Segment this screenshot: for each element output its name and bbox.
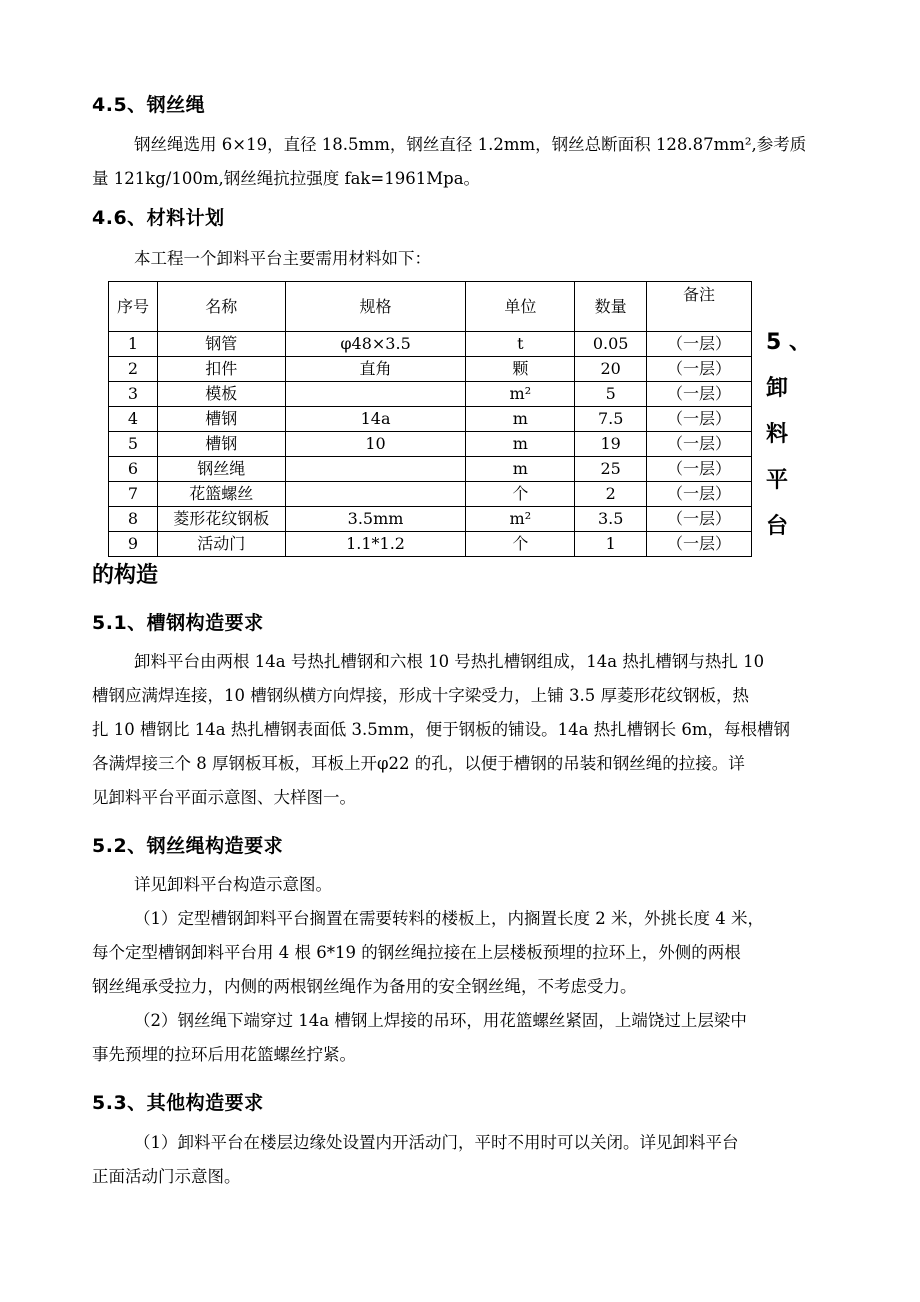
header-cell: 名称 <box>157 282 285 332</box>
table-cell: 个 <box>466 532 575 557</box>
heading-4-5: 4.5、钢丝绳 <box>92 94 206 116</box>
table-cell: 钢管 <box>157 332 285 357</box>
table-cell: 槽钢 <box>157 432 285 457</box>
table-row <box>109 532 752 557</box>
paragraph-4-6 <box>92 242 828 276</box>
table-cell: 钢丝绳 <box>157 457 285 482</box>
paragraph-line: 各满焊接三个 8 厚钢板耳板，耳板上开φ22 的孔，以便于槽钢的吊装和钢丝绳的拉接。详 <box>92 754 745 773</box>
table-cell: 花篮螺丝 <box>157 482 285 507</box>
table-cell: （一层） <box>647 357 752 382</box>
table-cell: 9 <box>109 532 158 557</box>
paragraph-line: 详见卸料平台构造示意图。 <box>134 875 332 894</box>
table-row <box>109 357 752 382</box>
table-cell: 10 <box>285 432 466 457</box>
table-row <box>109 432 752 457</box>
section-5-heading-vertical <box>766 320 826 550</box>
table-cell: 0.05 <box>575 332 647 357</box>
table-cell: m <box>466 457 575 482</box>
table-cell: 1 <box>575 532 647 557</box>
table-cell: 19 <box>575 432 647 457</box>
table-row <box>109 382 752 407</box>
paragraph-line: 扎 10 槽钢比 14a 热扎槽钢表面低 3.5mm，便于钢板的铺设。14a 热扎槽钢长 6m，每根槽钢 <box>92 720 791 739</box>
paragraph-line: 正面活动门示意图。 <box>92 1167 241 1186</box>
header-cell: 备注 <box>647 282 752 332</box>
paragraph-5-3 <box>92 1126 828 1194</box>
table-cell: φ48×3.5 <box>285 332 466 357</box>
table-cell: 扣件 <box>157 357 285 382</box>
table-cell: 2 <box>109 357 158 382</box>
table-cell: （一层） <box>647 432 752 457</box>
paragraph-line: （2）钢丝绳下端穿过 14a 槽钢上焊接的吊环，用花篮螺丝紧固，上端饶过上层梁中 <box>134 1011 747 1030</box>
section-5-heading-continued: 的构造 <box>92 563 159 588</box>
paragraph-line: 钢丝绳选用 6×19，直径 18.5mm，钢丝直径 1.2mm，钢丝总断面积 128.87mm²,参考质 <box>134 135 807 154</box>
heading-char: 卸 <box>766 376 789 401</box>
table-row <box>109 407 752 432</box>
table-cell: （一层） <box>647 532 752 557</box>
paragraph-line: （1）卸料平台在楼层边缘处设置内开活动门，平时不用时可以关闭。详见卸料平台 <box>134 1133 739 1152</box>
table-cell: （一层） <box>647 457 752 482</box>
table-cell: （一层） <box>647 482 752 507</box>
heading-4-6: 4.6、材料计划 <box>92 207 225 229</box>
table-cell: （一层） <box>647 407 752 432</box>
table-cell: 4 <box>109 407 158 432</box>
table-cell <box>285 457 466 482</box>
header-cell: 序号 <box>109 282 158 332</box>
table-row <box>109 457 752 482</box>
table-cell: 1.1*1.2 <box>285 532 466 557</box>
table-cell: t <box>466 332 575 357</box>
table-cell: 活动门 <box>157 532 285 557</box>
table-cell: 25 <box>575 457 647 482</box>
table-cell: 2 <box>575 482 647 507</box>
heading-char: 5 、 <box>766 330 811 355</box>
heading-char: 料 <box>766 422 789 447</box>
paragraph-line: 见卸料平台平面示意图、大样图一。 <box>92 788 356 807</box>
paragraph-line: 槽钢应满焊连接，10 槽钢纵横方向焊接，形成十字梁受力，上铺 3.5 厚菱形花纹钢板，热 <box>92 686 749 705</box>
paragraph-line: 本工程一个卸料平台主要需用材料如下： <box>134 249 431 268</box>
paragraph-line: 卸料平台由两根 14a 号热扎槽钢和六根 10 号热扎槽钢组成，14a 热扎槽钢与热扎 10 <box>134 652 765 671</box>
table-cell: 5 <box>575 382 647 407</box>
table-cell: 6 <box>109 457 158 482</box>
table-cell: 7 <box>109 482 158 507</box>
table-cell: 8 <box>109 507 158 532</box>
paragraph-line: （1）定型槽钢卸料平台搁置在需要转料的楼板上，内搁置长度 2 米，外挑长度 4 米， <box>134 909 764 928</box>
paragraph-5-1 <box>92 645 828 815</box>
table-cell <box>285 382 466 407</box>
heading-char: 台 <box>766 514 789 539</box>
table-cell: （一层） <box>647 382 752 407</box>
table-cell: 菱形花纹钢板 <box>157 507 285 532</box>
paragraph-line: 钢丝绳承受拉力，内侧的两根钢丝绳作为备用的安全钢丝绳，不考虑受力。 <box>92 977 637 996</box>
paragraph-4-5 <box>92 128 828 196</box>
heading-5-3: 5.3、其他构造要求 <box>92 1092 264 1114</box>
paragraph-line: 每个定型槽钢卸料平台用 4 根 6*19 的钢丝绳拉接在上层楼板预埋的拉环上，外侧的两根 <box>92 943 741 962</box>
table-row <box>109 482 752 507</box>
table-cell: （一层） <box>647 507 752 532</box>
table-header-row <box>109 282 752 332</box>
paragraph-5-2 <box>92 868 828 1072</box>
table-cell: 3 <box>109 382 158 407</box>
table-cell: m <box>466 432 575 457</box>
materials-table <box>108 281 752 557</box>
table-cell: 1 <box>109 332 158 357</box>
table-cell: 7.5 <box>575 407 647 432</box>
paragraph-line: 量 121kg/100m,钢丝绳抗拉强度 fak=1961Mpa。 <box>92 169 481 188</box>
table-cell: 模板 <box>157 382 285 407</box>
header-cell: 单位 <box>466 282 575 332</box>
table-cell: 直角 <box>285 357 466 382</box>
heading-5-1: 5.1、槽钢构造要求 <box>92 612 264 634</box>
paragraph-line: 事先预埋的拉环后用花篮螺丝拧紧。 <box>92 1045 356 1064</box>
table-cell: 颗 <box>466 357 575 382</box>
heading-char: 平 <box>766 468 789 493</box>
table-cell: 槽钢 <box>157 407 285 432</box>
table-cell: m² <box>466 507 575 532</box>
table-cell: 3.5 <box>575 507 647 532</box>
table-cell: （一层） <box>647 332 752 357</box>
table-row <box>109 507 752 532</box>
table-cell: 3.5mm <box>285 507 466 532</box>
table-cell: 5 <box>109 432 158 457</box>
table-cell: 个 <box>466 482 575 507</box>
table-cell <box>285 482 466 507</box>
header-cell: 规格 <box>285 282 466 332</box>
table-row <box>109 332 752 357</box>
table-cell: m <box>466 407 575 432</box>
table-cell: 14a <box>285 407 466 432</box>
table-cell: m² <box>466 382 575 407</box>
heading-5-2: 5.2、钢丝绳构造要求 <box>92 835 284 857</box>
header-cell: 数量 <box>575 282 647 332</box>
table-cell: 20 <box>575 357 647 382</box>
